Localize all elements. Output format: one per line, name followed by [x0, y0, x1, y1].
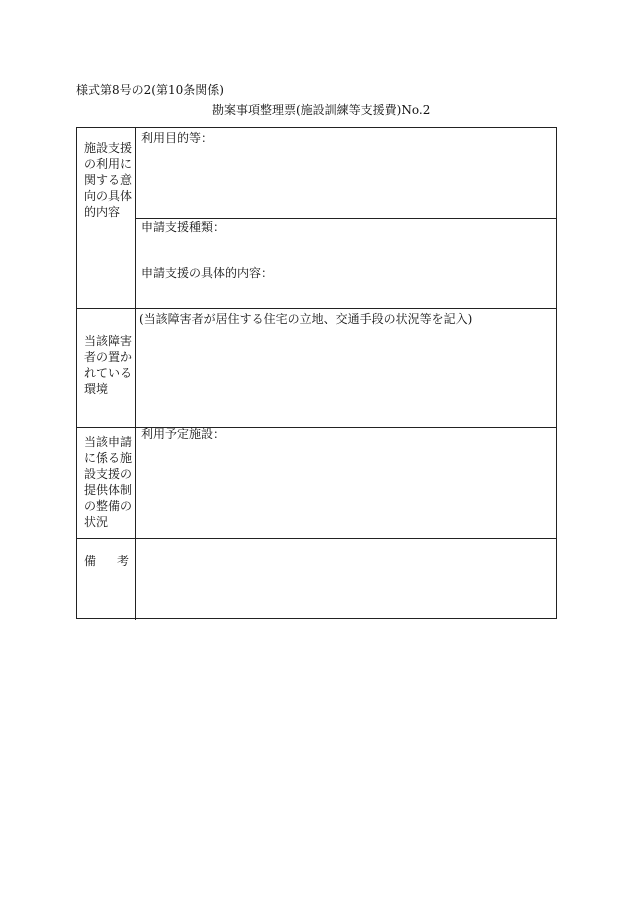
label-cell [77, 309, 136, 427]
provision-label: 当該申請に係る施設支援の提供体制の整備の状況 [84, 435, 133, 529]
environment-field[interactable] [136, 309, 556, 427]
environment-note: (当該障害者が居住する住宅の立地、交通手段の状況等を記入) [139, 312, 473, 326]
label-cell [77, 128, 136, 308]
row-remarks [77, 539, 556, 620]
form-table [76, 127, 557, 619]
row-facility-support [77, 128, 556, 309]
purpose-field[interactable] [136, 128, 556, 219]
support-type-label: 申請支援種類： [141, 220, 226, 234]
support-type-field[interactable] [136, 218, 556, 308]
provision-field[interactable] [136, 428, 556, 538]
facility-support-label: 施設支援の利用に関する意向の具体的内容 [84, 141, 133, 219]
content-cell [136, 128, 556, 308]
remarks-field[interactable] [136, 539, 556, 620]
row-environment [77, 309, 556, 428]
planned-facility-label: 利用予定施設： [141, 427, 226, 441]
form-number: 様式第8号の2(第10条関係) [76, 83, 224, 97]
form-title: 勘案事項整理票(施設訓練等支援費)No.2 [212, 103, 431, 117]
remarks-label [84, 553, 129, 569]
purpose-label: 利用目的等： [141, 131, 214, 145]
row-provision [77, 428, 556, 539]
remarks-char-1: 備 [84, 554, 97, 568]
label-cell [77, 428, 136, 538]
remarks-char-2: 考 [116, 554, 129, 568]
label-cell [77, 539, 136, 620]
environment-label: 当該障害者の置かれている環境 [84, 334, 133, 396]
support-detail-label: 申請支援の具体的内容： [141, 266, 274, 280]
